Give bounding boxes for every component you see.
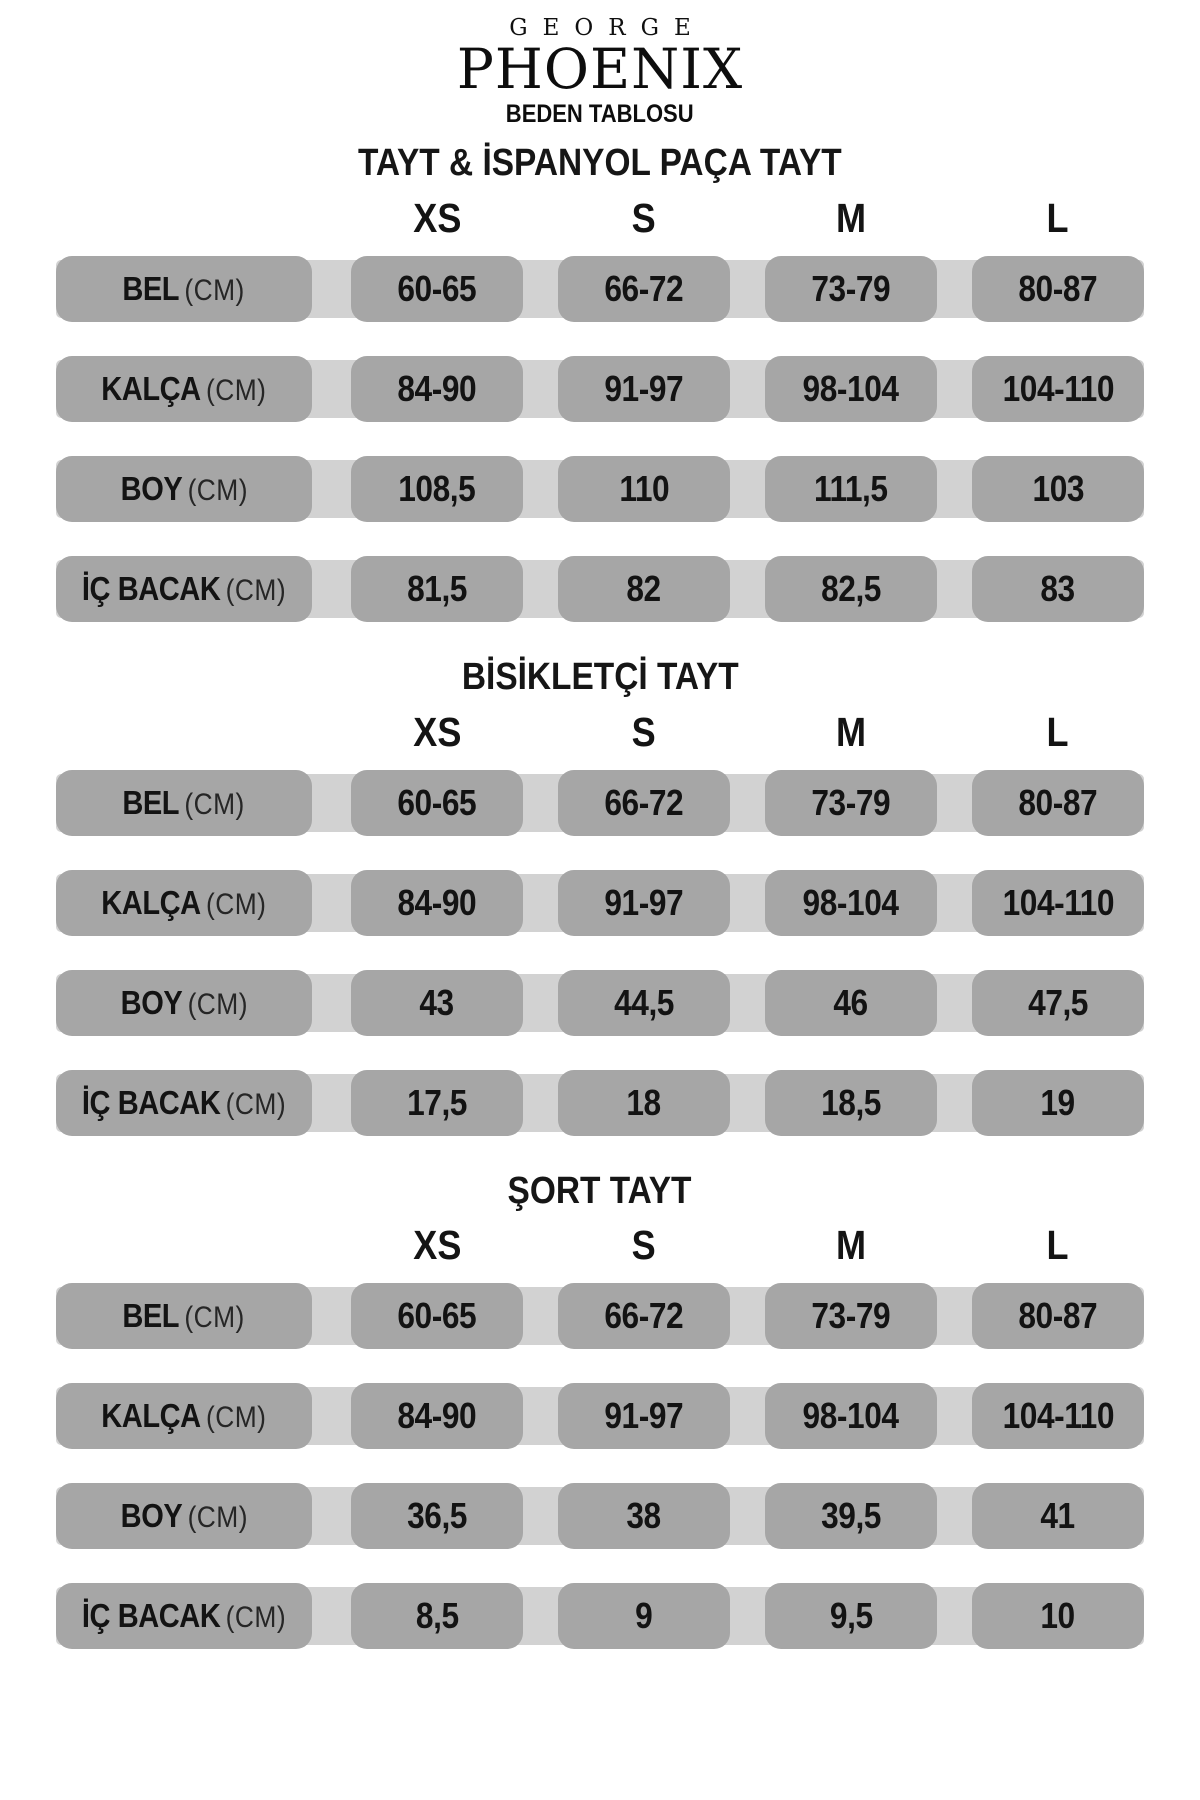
row-label-text — [123, 1297, 245, 1335]
value-cell-s — [558, 256, 730, 322]
table-title-text: BİSİKLETÇİ TAYT — [461, 655, 739, 698]
value-cell-xs — [351, 870, 523, 936]
value-cell-l — [972, 1483, 1144, 1549]
cell-value: 73-79 — [811, 267, 891, 309]
row-label: BEL — [122, 1297, 180, 1335]
row-label-cell — [56, 1483, 312, 1549]
row-label-cell — [56, 256, 312, 322]
cell-value: 84-90 — [397, 881, 477, 923]
row-label: BEL — [122, 269, 180, 307]
value-cell-m — [765, 556, 937, 622]
value-cell-s — [558, 1483, 730, 1549]
unit-label: (CM) — [225, 1087, 287, 1121]
unit-label: (CM) — [184, 1301, 246, 1335]
cell-value: 108,5 — [398, 467, 476, 509]
size-col-m — [765, 1222, 937, 1269]
cell-value: 60-65 — [397, 781, 477, 823]
value-cell-xs — [351, 970, 523, 1036]
value-cell-m — [765, 1583, 937, 1649]
value-cell-xs — [351, 1283, 523, 1349]
cell-value: 66-72 — [604, 781, 684, 823]
row-label: BEL — [122, 783, 180, 821]
cell-value: 66-72 — [604, 1295, 684, 1337]
size-chart-subtitle — [56, 100, 1144, 129]
row-label-cell — [56, 970, 312, 1036]
size-label: S — [631, 194, 657, 241]
row-label-cell — [56, 870, 312, 936]
value-cell-m — [765, 1483, 937, 1549]
row-label-cell — [56, 456, 312, 522]
cell-value: 91-97 — [604, 367, 684, 409]
value-cell-l — [972, 770, 1144, 836]
row-label-cell — [56, 1583, 312, 1649]
value-cell-m — [765, 1283, 937, 1349]
value-cell-s — [558, 456, 730, 522]
cell-value: 111,5 — [814, 467, 888, 509]
value-cell-m — [765, 870, 937, 936]
row-label: KALÇA — [101, 1397, 201, 1435]
size-col-l — [972, 1222, 1144, 1269]
cell-value: 98-104 — [802, 881, 900, 923]
value-cell-s — [558, 1383, 730, 1449]
size-chart-page — [56, 0, 1144, 1649]
row-label-cell — [56, 1283, 312, 1349]
size-label: XS — [412, 708, 462, 755]
value-cell-m — [765, 356, 937, 422]
value-cell-xs — [351, 1483, 523, 1549]
size-label: M — [835, 708, 867, 755]
size-col-m — [765, 708, 937, 755]
cell-value: 17,5 — [407, 1081, 467, 1123]
value-cell-xs — [351, 770, 523, 836]
value-cell-xs — [351, 1383, 523, 1449]
row-label-text — [101, 884, 266, 922]
unit-label: (CM) — [184, 787, 246, 821]
size-label: L — [1046, 708, 1070, 755]
table-row-bel — [56, 256, 1144, 322]
size-label: XS — [412, 194, 462, 241]
size-col-m — [765, 194, 937, 241]
unit-label: (CM) — [187, 987, 248, 1021]
unit-label: (CM) — [206, 373, 267, 407]
table-title-text: ŞORT TAYT — [508, 1169, 692, 1212]
table-row-boy — [56, 456, 1144, 522]
row-label-text — [82, 570, 286, 608]
cell-value: 73-79 — [811, 1295, 891, 1337]
size-label: M — [835, 194, 867, 241]
cell-value: 91-97 — [604, 1395, 684, 1437]
size-label: L — [1046, 194, 1070, 241]
row-label-text — [101, 1397, 266, 1435]
cell-value: 41 — [1040, 1495, 1076, 1537]
table-title — [56, 1170, 1144, 1214]
row-label: BOY — [120, 983, 182, 1021]
row-label: KALÇA — [101, 369, 201, 407]
value-cell-m — [765, 256, 937, 322]
row-label: BOY — [120, 469, 182, 507]
table-row-ic-bacak — [56, 556, 1144, 622]
table-section-tayt-ispanyol — [56, 142, 1144, 622]
unit-label: (CM) — [206, 887, 267, 921]
value-cell-m — [765, 1070, 937, 1136]
cell-value: 104-110 — [1002, 1395, 1114, 1437]
cell-value: 60-65 — [397, 267, 477, 309]
size-label: L — [1046, 1222, 1070, 1269]
cell-value: 9,5 — [829, 1595, 873, 1637]
row-label-text — [123, 784, 245, 822]
table-row-ic-bacak — [56, 1070, 1144, 1136]
size-col-xs — [351, 708, 523, 755]
value-cell-l — [972, 456, 1144, 522]
size-chart-subtitle-text: BEDEN TABLOSU — [506, 100, 694, 129]
brand-name-top: GEORGE — [509, 15, 706, 41]
size-label: M — [835, 1222, 867, 1269]
cell-value: 84-90 — [397, 1395, 477, 1437]
table-section-bisikletci — [56, 656, 1144, 1136]
row-label: İÇ BACAK — [81, 569, 221, 607]
cell-value: 110 — [619, 467, 669, 509]
cell-value: 98-104 — [802, 1395, 900, 1437]
cell-value: 18 — [626, 1081, 662, 1123]
unit-label: (CM) — [187, 473, 248, 507]
value-cell-m — [765, 456, 937, 522]
size-col-xs — [351, 1222, 523, 1269]
row-label-cell — [56, 1383, 312, 1449]
cell-value: 83 — [1040, 567, 1076, 609]
value-cell-l — [972, 1070, 1144, 1136]
row-label: İÇ BACAK — [81, 1597, 221, 1635]
cell-value: 44,5 — [614, 981, 674, 1023]
table-row-ic-bacak — [56, 1583, 1144, 1649]
cell-value: 104-110 — [1002, 367, 1114, 409]
cell-value: 103 — [1032, 467, 1084, 509]
value-cell-l — [972, 870, 1144, 936]
cell-value: 80-87 — [1018, 1295, 1098, 1337]
unit-label: (CM) — [206, 1401, 267, 1435]
cell-value: 38 — [626, 1495, 662, 1537]
row-label-cell — [56, 1070, 312, 1136]
table-section-sort-tayt — [56, 1170, 1144, 1650]
size-col-l — [972, 194, 1144, 241]
value-cell-l — [972, 556, 1144, 622]
value-cell-s — [558, 356, 730, 422]
row-label-text — [120, 470, 247, 508]
value-cell-s — [558, 770, 730, 836]
cell-value: 10 — [1040, 1595, 1076, 1637]
cell-value: 47,5 — [1028, 981, 1088, 1023]
brand-name-main: PHOENIX — [456, 37, 744, 102]
value-cell-s — [558, 556, 730, 622]
size-header-row — [56, 194, 1144, 241]
row-label-cell — [56, 356, 312, 422]
row-label-cell — [56, 770, 312, 836]
row-label-text — [120, 1497, 247, 1535]
cell-value: 82 — [626, 567, 662, 609]
cell-value: 18,5 — [821, 1081, 881, 1123]
row-label-text — [101, 370, 266, 408]
table-row-kalca — [56, 1383, 1144, 1449]
cell-value: 8,5 — [415, 1595, 459, 1637]
value-cell-l — [972, 970, 1144, 1036]
size-col-s — [558, 194, 730, 241]
value-cell-l — [972, 256, 1144, 322]
row-label: İÇ BACAK — [81, 1083, 221, 1121]
cell-value: 43 — [419, 981, 455, 1023]
table-title — [56, 142, 1144, 186]
size-col-l — [972, 708, 1144, 755]
cell-value: 104-110 — [1002, 881, 1114, 923]
row-label-text — [82, 1597, 286, 1635]
row-label-text — [123, 270, 245, 308]
table-row-bel — [56, 770, 1144, 836]
cell-value: 19 — [1040, 1081, 1076, 1123]
cell-value: 36,5 — [407, 1495, 467, 1537]
cell-value: 98-104 — [802, 367, 900, 409]
row-label: BOY — [120, 1497, 182, 1535]
table-row-boy — [56, 1483, 1144, 1549]
unit-label: (CM) — [225, 1601, 287, 1635]
cell-value: 84-90 — [397, 367, 477, 409]
value-cell-xs — [351, 256, 523, 322]
unit-label: (CM) — [184, 273, 246, 307]
size-col-s — [558, 708, 730, 755]
table-title-text: TAYT & İSPANYOL PAÇA TAYT — [358, 142, 842, 185]
value-cell-l — [972, 1283, 1144, 1349]
size-label: S — [631, 1222, 657, 1269]
table-row-boy — [56, 970, 1144, 1036]
value-cell-xs — [351, 1070, 523, 1136]
value-cell-s — [558, 1583, 730, 1649]
value-cell-m — [765, 770, 937, 836]
cell-value: 81,5 — [407, 567, 467, 609]
value-cell-s — [558, 1283, 730, 1349]
cell-value: 39,5 — [821, 1495, 881, 1537]
table-row-bel — [56, 1283, 1144, 1349]
value-cell-l — [972, 1583, 1144, 1649]
row-label-text — [82, 1084, 286, 1122]
row-label-cell — [56, 556, 312, 622]
size-header-row — [56, 1222, 1144, 1269]
cell-value: 91-97 — [604, 881, 684, 923]
value-cell-xs — [351, 556, 523, 622]
value-cell-s — [558, 970, 730, 1036]
value-cell-m — [765, 970, 937, 1036]
size-col-s — [558, 1222, 730, 1269]
cell-value: 80-87 — [1018, 781, 1098, 823]
size-label: S — [631, 708, 657, 755]
cell-value: 9 — [635, 1595, 653, 1637]
cell-value: 66-72 — [604, 267, 684, 309]
size-col-xs — [351, 194, 523, 241]
row-label-text — [120, 984, 247, 1022]
row-label: KALÇA — [101, 883, 201, 921]
value-cell-xs — [351, 456, 523, 522]
brand-header — [56, 16, 1144, 129]
value-cell-l — [972, 1383, 1144, 1449]
value-cell-xs — [351, 1583, 523, 1649]
size-header-row — [56, 708, 1144, 755]
cell-value: 80-87 — [1018, 267, 1098, 309]
cell-value: 46 — [833, 981, 869, 1023]
cell-value: 73-79 — [811, 781, 891, 823]
value-cell-s — [558, 870, 730, 936]
table-row-kalca — [56, 870, 1144, 936]
value-cell-s — [558, 1070, 730, 1136]
table-row-kalca — [56, 356, 1144, 422]
value-cell-xs — [351, 356, 523, 422]
unit-label: (CM) — [187, 1501, 248, 1535]
size-label: XS — [412, 1222, 462, 1269]
table-title — [56, 656, 1144, 700]
cell-value: 82,5 — [821, 567, 881, 609]
value-cell-l — [972, 356, 1144, 422]
cell-value: 60-65 — [397, 1295, 477, 1337]
unit-label: (CM) — [225, 573, 287, 607]
value-cell-m — [765, 1383, 937, 1449]
